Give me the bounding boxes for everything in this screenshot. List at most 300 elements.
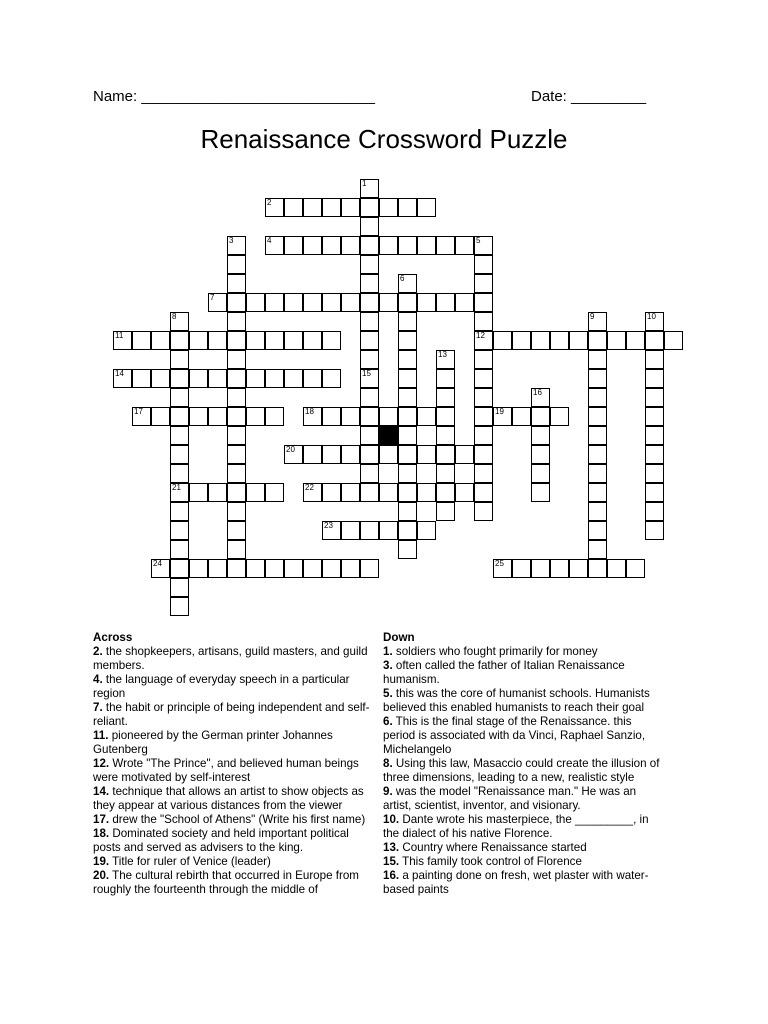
grid-cell[interactable] bbox=[550, 407, 569, 426]
clue-number: 5. bbox=[383, 687, 393, 700]
grid-cell[interactable] bbox=[398, 464, 417, 483]
grid-cell[interactable] bbox=[645, 426, 664, 445]
across-heading: Across bbox=[93, 631, 133, 644]
grid-cell[interactable] bbox=[284, 198, 303, 217]
grid-cell[interactable] bbox=[474, 255, 493, 274]
clue-down-15 bbox=[383, 855, 663, 869]
grid-cell[interactable] bbox=[398, 445, 417, 464]
clue-down-8 bbox=[383, 757, 663, 785]
grid-cell[interactable] bbox=[265, 369, 284, 388]
clue-across-12 bbox=[93, 757, 376, 785]
grid-cell[interactable] bbox=[341, 559, 360, 578]
grid-cell[interactable] bbox=[227, 331, 246, 350]
grid-cell[interactable] bbox=[322, 445, 341, 464]
clue-text: Country where Renaissance started bbox=[399, 841, 587, 854]
grid-cell[interactable] bbox=[170, 540, 189, 559]
grid-cell[interactable] bbox=[227, 255, 246, 274]
grid-cell[interactable] bbox=[227, 236, 246, 255]
grid-cell[interactable] bbox=[151, 559, 170, 578]
clue-across-20 bbox=[93, 869, 376, 897]
grid-cell[interactable] bbox=[588, 464, 607, 483]
clue-text: the language of everyday speech in a particular region bbox=[93, 673, 350, 700]
grid-cell[interactable] bbox=[360, 388, 379, 407]
grid-cell[interactable] bbox=[208, 407, 227, 426]
clue-number: 7. bbox=[93, 701, 103, 714]
grid-cell[interactable] bbox=[189, 331, 208, 350]
grid-cell[interactable] bbox=[379, 293, 398, 312]
grid-cell[interactable] bbox=[588, 369, 607, 388]
grid-cell[interactable] bbox=[588, 540, 607, 559]
clue-across-18 bbox=[93, 827, 376, 855]
grid-cell[interactable] bbox=[170, 369, 189, 388]
grid-cell[interactable] bbox=[170, 502, 189, 521]
cell-number: 7 bbox=[210, 293, 215, 302]
grid-cell[interactable] bbox=[189, 407, 208, 426]
clue-text: technique that allows an artist to show objects as they appear at various distances from the viewer bbox=[93, 785, 364, 812]
clue-across-19 bbox=[93, 855, 376, 869]
clue-down-10 bbox=[383, 813, 663, 841]
grid-cell[interactable] bbox=[170, 483, 189, 502]
grid-cell[interactable] bbox=[265, 293, 284, 312]
down-heading: Down bbox=[383, 631, 415, 644]
grid-cell[interactable] bbox=[322, 293, 341, 312]
cell-number: 14 bbox=[115, 369, 124, 378]
grid-cell[interactable] bbox=[303, 445, 322, 464]
grid-cell[interactable] bbox=[360, 369, 379, 388]
grid-cell[interactable] bbox=[398, 483, 417, 502]
grid-cell[interactable] bbox=[189, 369, 208, 388]
grid-cell[interactable] bbox=[531, 426, 550, 445]
grid-cell[interactable] bbox=[588, 502, 607, 521]
grid-cell[interactable] bbox=[189, 483, 208, 502]
clue-across-7 bbox=[93, 701, 376, 729]
cell-number: 19 bbox=[495, 407, 504, 416]
grid-cell[interactable] bbox=[588, 312, 607, 331]
grid-cell[interactable] bbox=[322, 369, 341, 388]
grid-cell[interactable] bbox=[208, 483, 227, 502]
grid-cell[interactable] bbox=[360, 559, 379, 578]
grid-cell[interactable] bbox=[588, 483, 607, 502]
clue-down-13 bbox=[383, 841, 663, 855]
clue-across-11 bbox=[93, 729, 376, 757]
grid-cell[interactable] bbox=[341, 236, 360, 255]
grid-cell[interactable] bbox=[455, 293, 474, 312]
grid-cell[interactable] bbox=[436, 369, 455, 388]
name-field-line[interactable]: Name: ____________________________ bbox=[93, 88, 375, 105]
grid-cell[interactable] bbox=[284, 236, 303, 255]
clue-down-5 bbox=[383, 687, 663, 715]
grid-cell[interactable] bbox=[379, 198, 398, 217]
grid-cell[interactable] bbox=[398, 274, 417, 293]
grid-cell[interactable] bbox=[626, 331, 645, 350]
grid-cell[interactable] bbox=[170, 350, 189, 369]
grid-cell[interactable] bbox=[645, 445, 664, 464]
grid-cell[interactable] bbox=[379, 236, 398, 255]
grid-cell[interactable] bbox=[436, 293, 455, 312]
grid-cell[interactable] bbox=[436, 445, 455, 464]
cell-number: 6 bbox=[400, 274, 405, 283]
grid-cell[interactable] bbox=[113, 369, 132, 388]
grid-cell[interactable] bbox=[265, 483, 284, 502]
grid-cell[interactable] bbox=[170, 464, 189, 483]
grid-cell[interactable] bbox=[322, 198, 341, 217]
grid-cell[interactable] bbox=[474, 502, 493, 521]
grid-cell[interactable] bbox=[341, 198, 360, 217]
grid-cell[interactable] bbox=[455, 483, 474, 502]
grid-cell[interactable] bbox=[303, 407, 322, 426]
grid-cell[interactable] bbox=[227, 312, 246, 331]
grid-cell[interactable] bbox=[588, 388, 607, 407]
grid-cell[interactable] bbox=[322, 559, 341, 578]
grid-cell[interactable] bbox=[379, 483, 398, 502]
clue-number: 18. bbox=[93, 827, 110, 840]
grid-cell[interactable] bbox=[645, 369, 664, 388]
grid-cell[interactable] bbox=[474, 350, 493, 369]
grid-cell[interactable] bbox=[588, 426, 607, 445]
grid-cell[interactable] bbox=[360, 426, 379, 445]
grid-cell[interactable] bbox=[607, 559, 626, 578]
grid-cell[interactable] bbox=[664, 331, 683, 350]
grid-cell[interactable] bbox=[417, 236, 436, 255]
grid-cell[interactable] bbox=[170, 559, 189, 578]
cell-number: 21 bbox=[172, 483, 181, 492]
grid-cell[interactable] bbox=[341, 407, 360, 426]
cell-number: 9 bbox=[590, 312, 595, 321]
grid-cell[interactable] bbox=[588, 559, 607, 578]
grid-cell[interactable] bbox=[265, 236, 284, 255]
grid-cell[interactable] bbox=[227, 388, 246, 407]
clue-text: Title for ruler of Venice (leader) bbox=[109, 855, 271, 868]
cell-number: 20 bbox=[286, 445, 295, 454]
clue-across-17 bbox=[93, 813, 376, 827]
clue-number: 6. bbox=[383, 715, 393, 728]
cell-number: 5 bbox=[476, 236, 481, 245]
grid-cell[interactable] bbox=[550, 559, 569, 578]
grid-cell[interactable] bbox=[284, 331, 303, 350]
grid-cell[interactable] bbox=[455, 445, 474, 464]
grid-cell[interactable] bbox=[474, 293, 493, 312]
grid-cell[interactable] bbox=[132, 369, 151, 388]
grid-cell[interactable] bbox=[341, 445, 360, 464]
clue-text: often called the father of Italian Renaissance humanism. bbox=[383, 659, 625, 686]
clue-across-14 bbox=[93, 785, 376, 813]
grid-cell[interactable] bbox=[455, 236, 474, 255]
grid-cell[interactable] bbox=[360, 236, 379, 255]
grid-cell[interactable] bbox=[493, 331, 512, 350]
grid-cell[interactable] bbox=[246, 483, 265, 502]
grid-cell[interactable] bbox=[151, 331, 170, 350]
grid-cell[interactable] bbox=[436, 236, 455, 255]
grid-cell[interactable] bbox=[645, 388, 664, 407]
grid-cell[interactable] bbox=[417, 521, 436, 540]
grid-cell[interactable] bbox=[550, 331, 569, 350]
grid-cell[interactable] bbox=[227, 521, 246, 540]
grid-cell[interactable] bbox=[208, 293, 227, 312]
clue-number: 8. bbox=[383, 757, 393, 770]
grid-cell[interactable] bbox=[227, 293, 246, 312]
grid-cell[interactable] bbox=[398, 521, 417, 540]
clue-text: this was the core of humanist schools. Humanists believed this enabled humanists to reach their goal bbox=[383, 687, 650, 714]
clue-text: was the model "Renaissance man." He was an artist, scientist, inventor, and visionary. bbox=[383, 785, 637, 812]
grid-cell[interactable] bbox=[284, 369, 303, 388]
grid-cell[interactable] bbox=[227, 350, 246, 369]
clue-text: drew the "School of Athens" (Write his first name) bbox=[109, 813, 366, 826]
cell-number: 1 bbox=[362, 179, 367, 188]
grid-cell[interactable] bbox=[227, 464, 246, 483]
grid-cell[interactable] bbox=[151, 407, 170, 426]
grid-cell[interactable] bbox=[436, 483, 455, 502]
grid-cell[interactable] bbox=[531, 407, 550, 426]
grid-cell[interactable] bbox=[303, 483, 322, 502]
grid-cell[interactable] bbox=[265, 198, 284, 217]
grid-cell[interactable] bbox=[398, 426, 417, 445]
grid-cell[interactable] bbox=[531, 388, 550, 407]
grid-cell[interactable] bbox=[474, 464, 493, 483]
grid-cell[interactable] bbox=[303, 236, 322, 255]
grid-cell[interactable] bbox=[208, 559, 227, 578]
grid-cell[interactable] bbox=[360, 274, 379, 293]
clue-number: 1. bbox=[383, 645, 393, 658]
grid-cell[interactable] bbox=[398, 293, 417, 312]
grid-cell[interactable] bbox=[132, 331, 151, 350]
cell-number: 10 bbox=[647, 312, 656, 321]
grid-cell[interactable] bbox=[360, 464, 379, 483]
clue-number: 2. bbox=[93, 645, 103, 658]
clue-text: a painting done on fresh, wet plaster with water-based paints bbox=[383, 869, 649, 896]
grid-cell[interactable] bbox=[341, 483, 360, 502]
grid-cell[interactable] bbox=[531, 483, 550, 502]
grid-cell[interactable] bbox=[569, 559, 588, 578]
date-field-line[interactable]: Date: _________ bbox=[531, 88, 647, 105]
clue-number: 17. bbox=[93, 813, 110, 826]
grid-cell[interactable] bbox=[398, 388, 417, 407]
grid-cell[interactable] bbox=[227, 483, 246, 502]
grid-cell[interactable] bbox=[303, 331, 322, 350]
grid-cell[interactable] bbox=[588, 407, 607, 426]
grid-cell[interactable] bbox=[379, 521, 398, 540]
grid-cell[interactable] bbox=[227, 540, 246, 559]
grid-cell[interactable] bbox=[265, 331, 284, 350]
grid-cell[interactable] bbox=[227, 407, 246, 426]
grid-cell[interactable] bbox=[436, 388, 455, 407]
grid-cell[interactable] bbox=[170, 578, 189, 597]
grid-cell[interactable] bbox=[588, 331, 607, 350]
grid-cell[interactable] bbox=[417, 445, 436, 464]
clue-down-16 bbox=[383, 869, 663, 897]
clue-number: 16. bbox=[383, 869, 400, 882]
clue-text: soldiers who fought primarily for money bbox=[392, 645, 598, 658]
grid-cell[interactable] bbox=[227, 502, 246, 521]
grid-cell[interactable] bbox=[303, 369, 322, 388]
grid-cell[interactable] bbox=[170, 426, 189, 445]
grid-cell[interactable] bbox=[360, 331, 379, 350]
grid-cell[interactable] bbox=[512, 407, 531, 426]
grid-cell[interactable] bbox=[645, 350, 664, 369]
grid-cell[interactable] bbox=[227, 445, 246, 464]
grid-cell[interactable] bbox=[645, 312, 664, 331]
grid-cell[interactable] bbox=[645, 464, 664, 483]
grid-cell[interactable] bbox=[512, 559, 531, 578]
grid-cell[interactable] bbox=[588, 350, 607, 369]
grid-cell[interactable] bbox=[398, 331, 417, 350]
grid-cell[interactable] bbox=[474, 407, 493, 426]
grid-cell[interactable] bbox=[607, 331, 626, 350]
grid-cell[interactable] bbox=[208, 369, 227, 388]
grid-cell[interactable] bbox=[341, 521, 360, 540]
grid-cell[interactable] bbox=[341, 293, 360, 312]
grid-cell[interactable] bbox=[360, 255, 379, 274]
cell-number: 25 bbox=[495, 559, 504, 568]
grid-cell[interactable] bbox=[170, 521, 189, 540]
cell-number: 15 bbox=[362, 369, 371, 378]
grid-cell[interactable] bbox=[512, 331, 531, 350]
grid-cell[interactable] bbox=[246, 407, 265, 426]
grid-cell[interactable] bbox=[379, 445, 398, 464]
grid-cell[interactable] bbox=[360, 179, 379, 198]
grid-cell[interactable] bbox=[227, 559, 246, 578]
grid-cell[interactable] bbox=[474, 483, 493, 502]
grid-cell[interactable] bbox=[626, 559, 645, 578]
grid-cell[interactable] bbox=[531, 464, 550, 483]
grid-cell[interactable] bbox=[645, 502, 664, 521]
grid-cell[interactable] bbox=[170, 388, 189, 407]
cell-number: 8 bbox=[172, 312, 177, 321]
grid-cell[interactable] bbox=[436, 426, 455, 445]
grid-cell[interactable] bbox=[531, 559, 550, 578]
grid-cell[interactable] bbox=[322, 331, 341, 350]
cell-number: 16 bbox=[533, 388, 542, 397]
grid-cell[interactable] bbox=[322, 521, 341, 540]
grid-cell[interactable] bbox=[170, 407, 189, 426]
grid-cell[interactable] bbox=[360, 445, 379, 464]
grid-cell[interactable] bbox=[417, 407, 436, 426]
clue-down-6 bbox=[383, 715, 663, 757]
cell-number: 3 bbox=[229, 236, 234, 245]
grid-cell[interactable] bbox=[189, 559, 208, 578]
clue-number: 14. bbox=[93, 785, 110, 798]
grid-cell[interactable] bbox=[265, 559, 284, 578]
grid-cell[interactable] bbox=[151, 369, 170, 388]
grid-cell[interactable] bbox=[360, 521, 379, 540]
grid-cell[interactable] bbox=[360, 198, 379, 217]
grid-cell[interactable] bbox=[360, 407, 379, 426]
grid-cell[interactable] bbox=[132, 407, 151, 426]
cell-number: 18 bbox=[305, 407, 314, 416]
clue-number: 12. bbox=[93, 757, 110, 770]
clue-text: This is the final stage of the Renaissance. this period is associated with da Vinci, Raphael Sanzio, Michelangelo bbox=[383, 715, 646, 756]
grid-cell[interactable] bbox=[531, 445, 550, 464]
grid-cell[interactable] bbox=[569, 331, 588, 350]
clue-text: the habit or principle of being independent and self-reliant. bbox=[93, 701, 370, 728]
grid-cell[interactable] bbox=[227, 426, 246, 445]
grid-cell[interactable] bbox=[645, 407, 664, 426]
grid-cell[interactable] bbox=[360, 483, 379, 502]
grid-cell[interactable] bbox=[208, 331, 227, 350]
grid-cell[interactable] bbox=[474, 274, 493, 293]
grid-cell[interactable] bbox=[588, 521, 607, 540]
grid-cell[interactable] bbox=[322, 236, 341, 255]
grid-cell[interactable] bbox=[284, 559, 303, 578]
grid-cell[interactable] bbox=[645, 521, 664, 540]
grid-cell[interactable] bbox=[474, 388, 493, 407]
grid-cell[interactable] bbox=[474, 236, 493, 255]
grid-cell[interactable] bbox=[322, 483, 341, 502]
grid-cell[interactable] bbox=[246, 559, 265, 578]
grid-cell[interactable] bbox=[227, 274, 246, 293]
grid-cell[interactable] bbox=[398, 502, 417, 521]
grid-cell[interactable] bbox=[417, 198, 436, 217]
grid-cell[interactable] bbox=[360, 293, 379, 312]
grid-cell[interactable] bbox=[474, 312, 493, 331]
clue-text: This family took control of Florence bbox=[399, 855, 582, 868]
grid-cell[interactable] bbox=[303, 559, 322, 578]
grid-cell[interactable] bbox=[170, 597, 189, 616]
grid-cell[interactable] bbox=[474, 426, 493, 445]
grid-cell[interactable] bbox=[265, 407, 284, 426]
grid-cell[interactable] bbox=[303, 293, 322, 312]
grid-cell[interactable] bbox=[398, 312, 417, 331]
grid-cell[interactable] bbox=[398, 236, 417, 255]
grid-cell[interactable] bbox=[474, 369, 493, 388]
grid-cell[interactable] bbox=[417, 483, 436, 502]
grid-cell[interactable] bbox=[493, 407, 512, 426]
clue-text: Dante wrote his masterpiece, the _________, in the dialect of his native Florence. bbox=[383, 813, 649, 840]
grid-cell[interactable] bbox=[227, 369, 246, 388]
down-clues bbox=[383, 631, 663, 897]
grid-cell[interactable] bbox=[436, 464, 455, 483]
across-clues bbox=[93, 631, 376, 897]
grid-cell[interactable] bbox=[645, 331, 664, 350]
grid-cell[interactable] bbox=[170, 331, 189, 350]
grid-cell[interactable] bbox=[531, 331, 550, 350]
grid-cell[interactable] bbox=[360, 350, 379, 369]
grid-cell[interactable] bbox=[284, 293, 303, 312]
clue-number: 3. bbox=[383, 659, 393, 672]
grid-cell[interactable] bbox=[170, 312, 189, 331]
cell-number: 17 bbox=[134, 407, 143, 416]
grid-cell[interactable] bbox=[417, 293, 436, 312]
grid-cell[interactable] bbox=[398, 407, 417, 426]
grid-cell[interactable] bbox=[246, 293, 265, 312]
grid-cell[interactable] bbox=[170, 445, 189, 464]
grid-cell[interactable] bbox=[398, 369, 417, 388]
clue-number: 19. bbox=[93, 855, 110, 868]
grid-cell[interactable] bbox=[379, 407, 398, 426]
grid-cell[interactable] bbox=[246, 331, 265, 350]
grid-cell[interactable] bbox=[246, 369, 265, 388]
grid-cell[interactable] bbox=[398, 350, 417, 369]
grid-cell[interactable] bbox=[360, 312, 379, 331]
cell-number: 24 bbox=[153, 559, 162, 568]
grid-cell[interactable] bbox=[360, 217, 379, 236]
grid-cell[interactable] bbox=[284, 445, 303, 464]
grid-cell[interactable] bbox=[398, 198, 417, 217]
grid-cell[interactable] bbox=[436, 502, 455, 521]
grid-cell[interactable] bbox=[436, 350, 455, 369]
grid-cell[interactable] bbox=[588, 445, 607, 464]
grid-cell[interactable] bbox=[436, 407, 455, 426]
grid-cell[interactable] bbox=[645, 483, 664, 502]
clue-number: 4. bbox=[93, 673, 103, 686]
grid-cell[interactable] bbox=[493, 559, 512, 578]
grid-cell[interactable] bbox=[474, 331, 493, 350]
grid-cell[interactable] bbox=[322, 407, 341, 426]
grid-cell[interactable] bbox=[474, 445, 493, 464]
grid-cell[interactable] bbox=[113, 331, 132, 350]
grid-cell[interactable] bbox=[398, 540, 417, 559]
clue-across-2 bbox=[93, 645, 376, 673]
grid-cell[interactable] bbox=[303, 198, 322, 217]
